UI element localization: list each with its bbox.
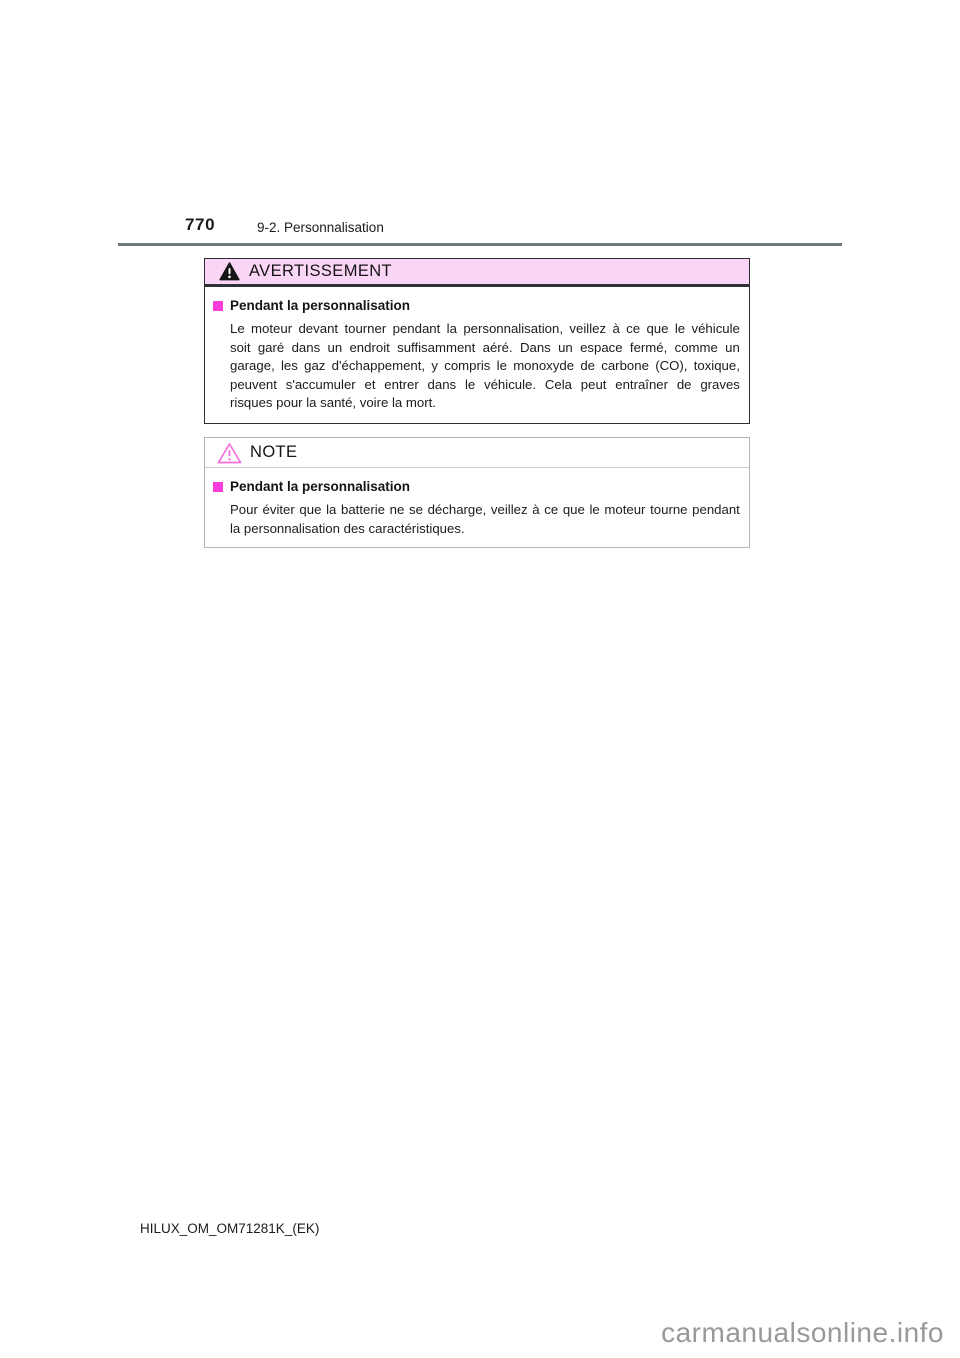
warning-content (205, 287, 749, 413)
page-number: 770 (185, 215, 216, 234)
warning-heading (213, 298, 733, 313)
warning-body-line: risques pour la santé, voire la mort. (230, 395, 436, 411)
warning-body (230, 320, 740, 413)
warning-box (204, 258, 750, 424)
note-body (230, 501, 740, 538)
warning-banner-label: AVERTISSEMENT (249, 262, 393, 280)
warning-heading-label: Pendant la personnalisation (230, 298, 411, 313)
warning-triangle-icon (219, 262, 240, 281)
section-title: 9-2. Personnalisation (257, 220, 384, 235)
header-rule (118, 243, 842, 246)
note-box (204, 437, 750, 548)
note-content (205, 468, 749, 538)
warning-body-line: peuvent s'accumuler et entrer dans le véhicule. Cela peut entraîner de graves (230, 376, 740, 392)
magenta-square-bullet-icon (213, 482, 223, 492)
note-body-line: Pour éviter que la batterie ne se décharge, veillez à ce que le moteur tourne pendant (230, 502, 740, 517)
note-heading (213, 479, 733, 494)
note-triangle-icon (217, 442, 242, 464)
note-header-label: NOTE (250, 443, 298, 461)
document-code: HILUX_OM_OM71281K_(EK) (140, 1221, 320, 1236)
note-header (205, 438, 749, 468)
note-body-line: la personnalisation des caractéristiques. (230, 520, 465, 536)
warning-body-line: soit garé dans un endroit suffisamment aéré. Dans un espace fermé, comme un (230, 339, 740, 355)
note-heading-label: Pendant la personnalisation (230, 479, 411, 494)
warning-body-line: Le moteur devant tourner pendant la personnalisation, veillez à ce que le véhicule (230, 321, 740, 336)
warning-body-line: garage, les gaz d'échappement, y compris le monoxyde de carbone (CO), toxique, (230, 358, 740, 374)
watermark: carmanualsonline.info (661, 1317, 944, 1348)
warning-banner (205, 259, 749, 287)
magenta-square-bullet-icon (213, 301, 223, 311)
